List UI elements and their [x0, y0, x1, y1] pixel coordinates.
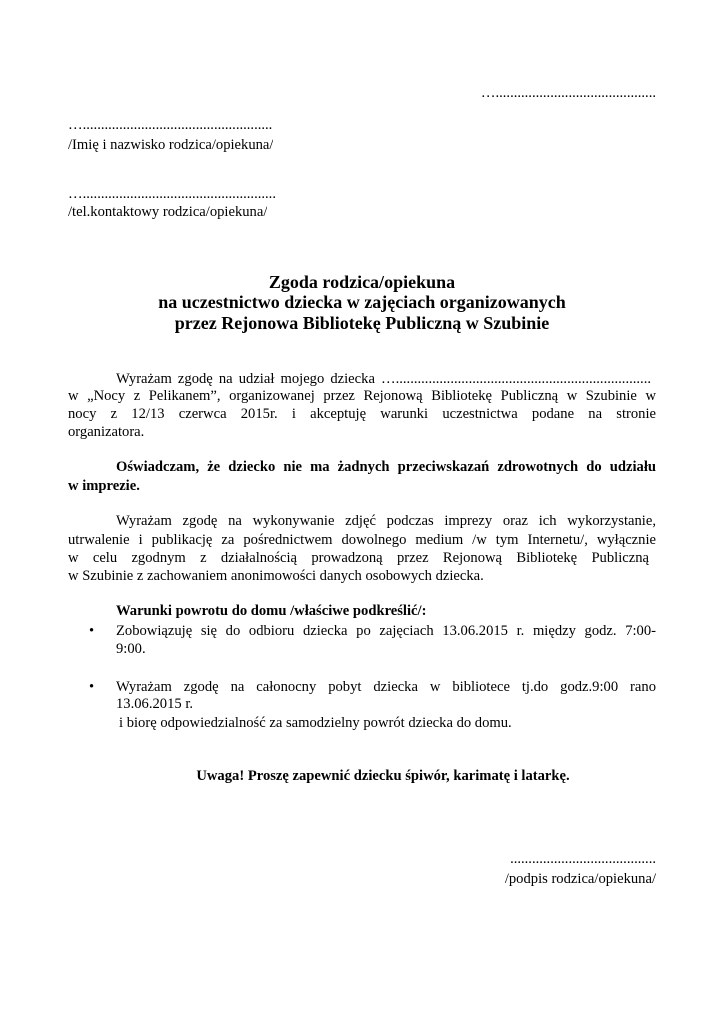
paragraph-line: utrwalenie i publikację za pośrednictwem dowolnego medium /w tym Internetu/, wyłącznie [68, 532, 656, 548]
paragraph-line: w „Nocy z Pelikanem”, organizowanej przez Rejonową Bibliotekę Publiczną w Szubinie w [68, 388, 656, 404]
option-line: i biorę odpowiedzialność za samodzielny powrót dziecka do domu. [119, 715, 512, 731]
paragraph-line: w Szubinie z zachowaniem anonimowości danych osobowych dziecka. [68, 568, 484, 584]
bullet-marker: • [89, 623, 95, 639]
parent-name-label: /Imię i nazwisko rodzica/opiekuna/ [68, 137, 274, 153]
title-line: Zgoda rodzica/opiekuna [268, 272, 456, 292]
option-line: 9:00. [116, 641, 146, 657]
paragraph-line: organizatora. [68, 424, 145, 440]
parent-phone-label: /tel.kontaktowy rodzica/opiekuna/ [68, 204, 268, 220]
option-line: 13.06.2015 r. [116, 696, 194, 712]
top-right-fill-line: …............................................ [480, 85, 656, 101]
parent-name-fill-line: ….................................................... [68, 117, 273, 133]
option-line: Wyrażam zgodę na całonocny pobyt dziecka w bibliotece tj.do godz.9:00 rano [116, 679, 656, 695]
title-line: na uczestnictwo dziecka w zajęciach organizowanych [158, 292, 566, 312]
parent-phone-fill-line: …..................................................... [68, 186, 276, 202]
paragraph-line: Wyrażam zgodę na udział mojego dziecka …...................................................................... [116, 371, 651, 387]
signature-fill-line: ........................................ [510, 851, 656, 867]
paragraph-line: Wyrażam zgodę na wykonywanie zdjęć podczas imprezy oraz ich wykorzystanie, [116, 513, 656, 529]
bullet-marker: • [89, 679, 95, 695]
title-line: przez Rejonowa Bibliotekę Publiczną w Szubinie [174, 313, 550, 333]
paragraph-line: Oświadczam, że dziecko nie ma żadnych przeciwskazań zdrowotnych do udziału [116, 459, 656, 475]
notice-text: Uwaga! Proszę zapewnić dziecku śpiwór, karimatę i latarkę. [196, 768, 570, 784]
paragraph-line: w celu zgodnym z działalnością prowadzoną przez Rejonową Bibliotekę Publiczną [68, 550, 649, 566]
paragraph-line: w imprezie. [68, 478, 140, 494]
signature-label: /podpis rodzica/opiekuna/ [504, 871, 656, 887]
option-line: Zobowiązuję się do odbioru dziecka po zajęciach 13.06.2015 r. między godz. 7:00- [116, 623, 656, 639]
paragraph-line: nocy z 12/13 czerwca 2015r. i akceptuję warunki uczestnictwa podane na stronie [68, 406, 656, 422]
return-conditions-heading: Warunki powrotu do domu /właściwe podkreślić/: [116, 603, 427, 619]
